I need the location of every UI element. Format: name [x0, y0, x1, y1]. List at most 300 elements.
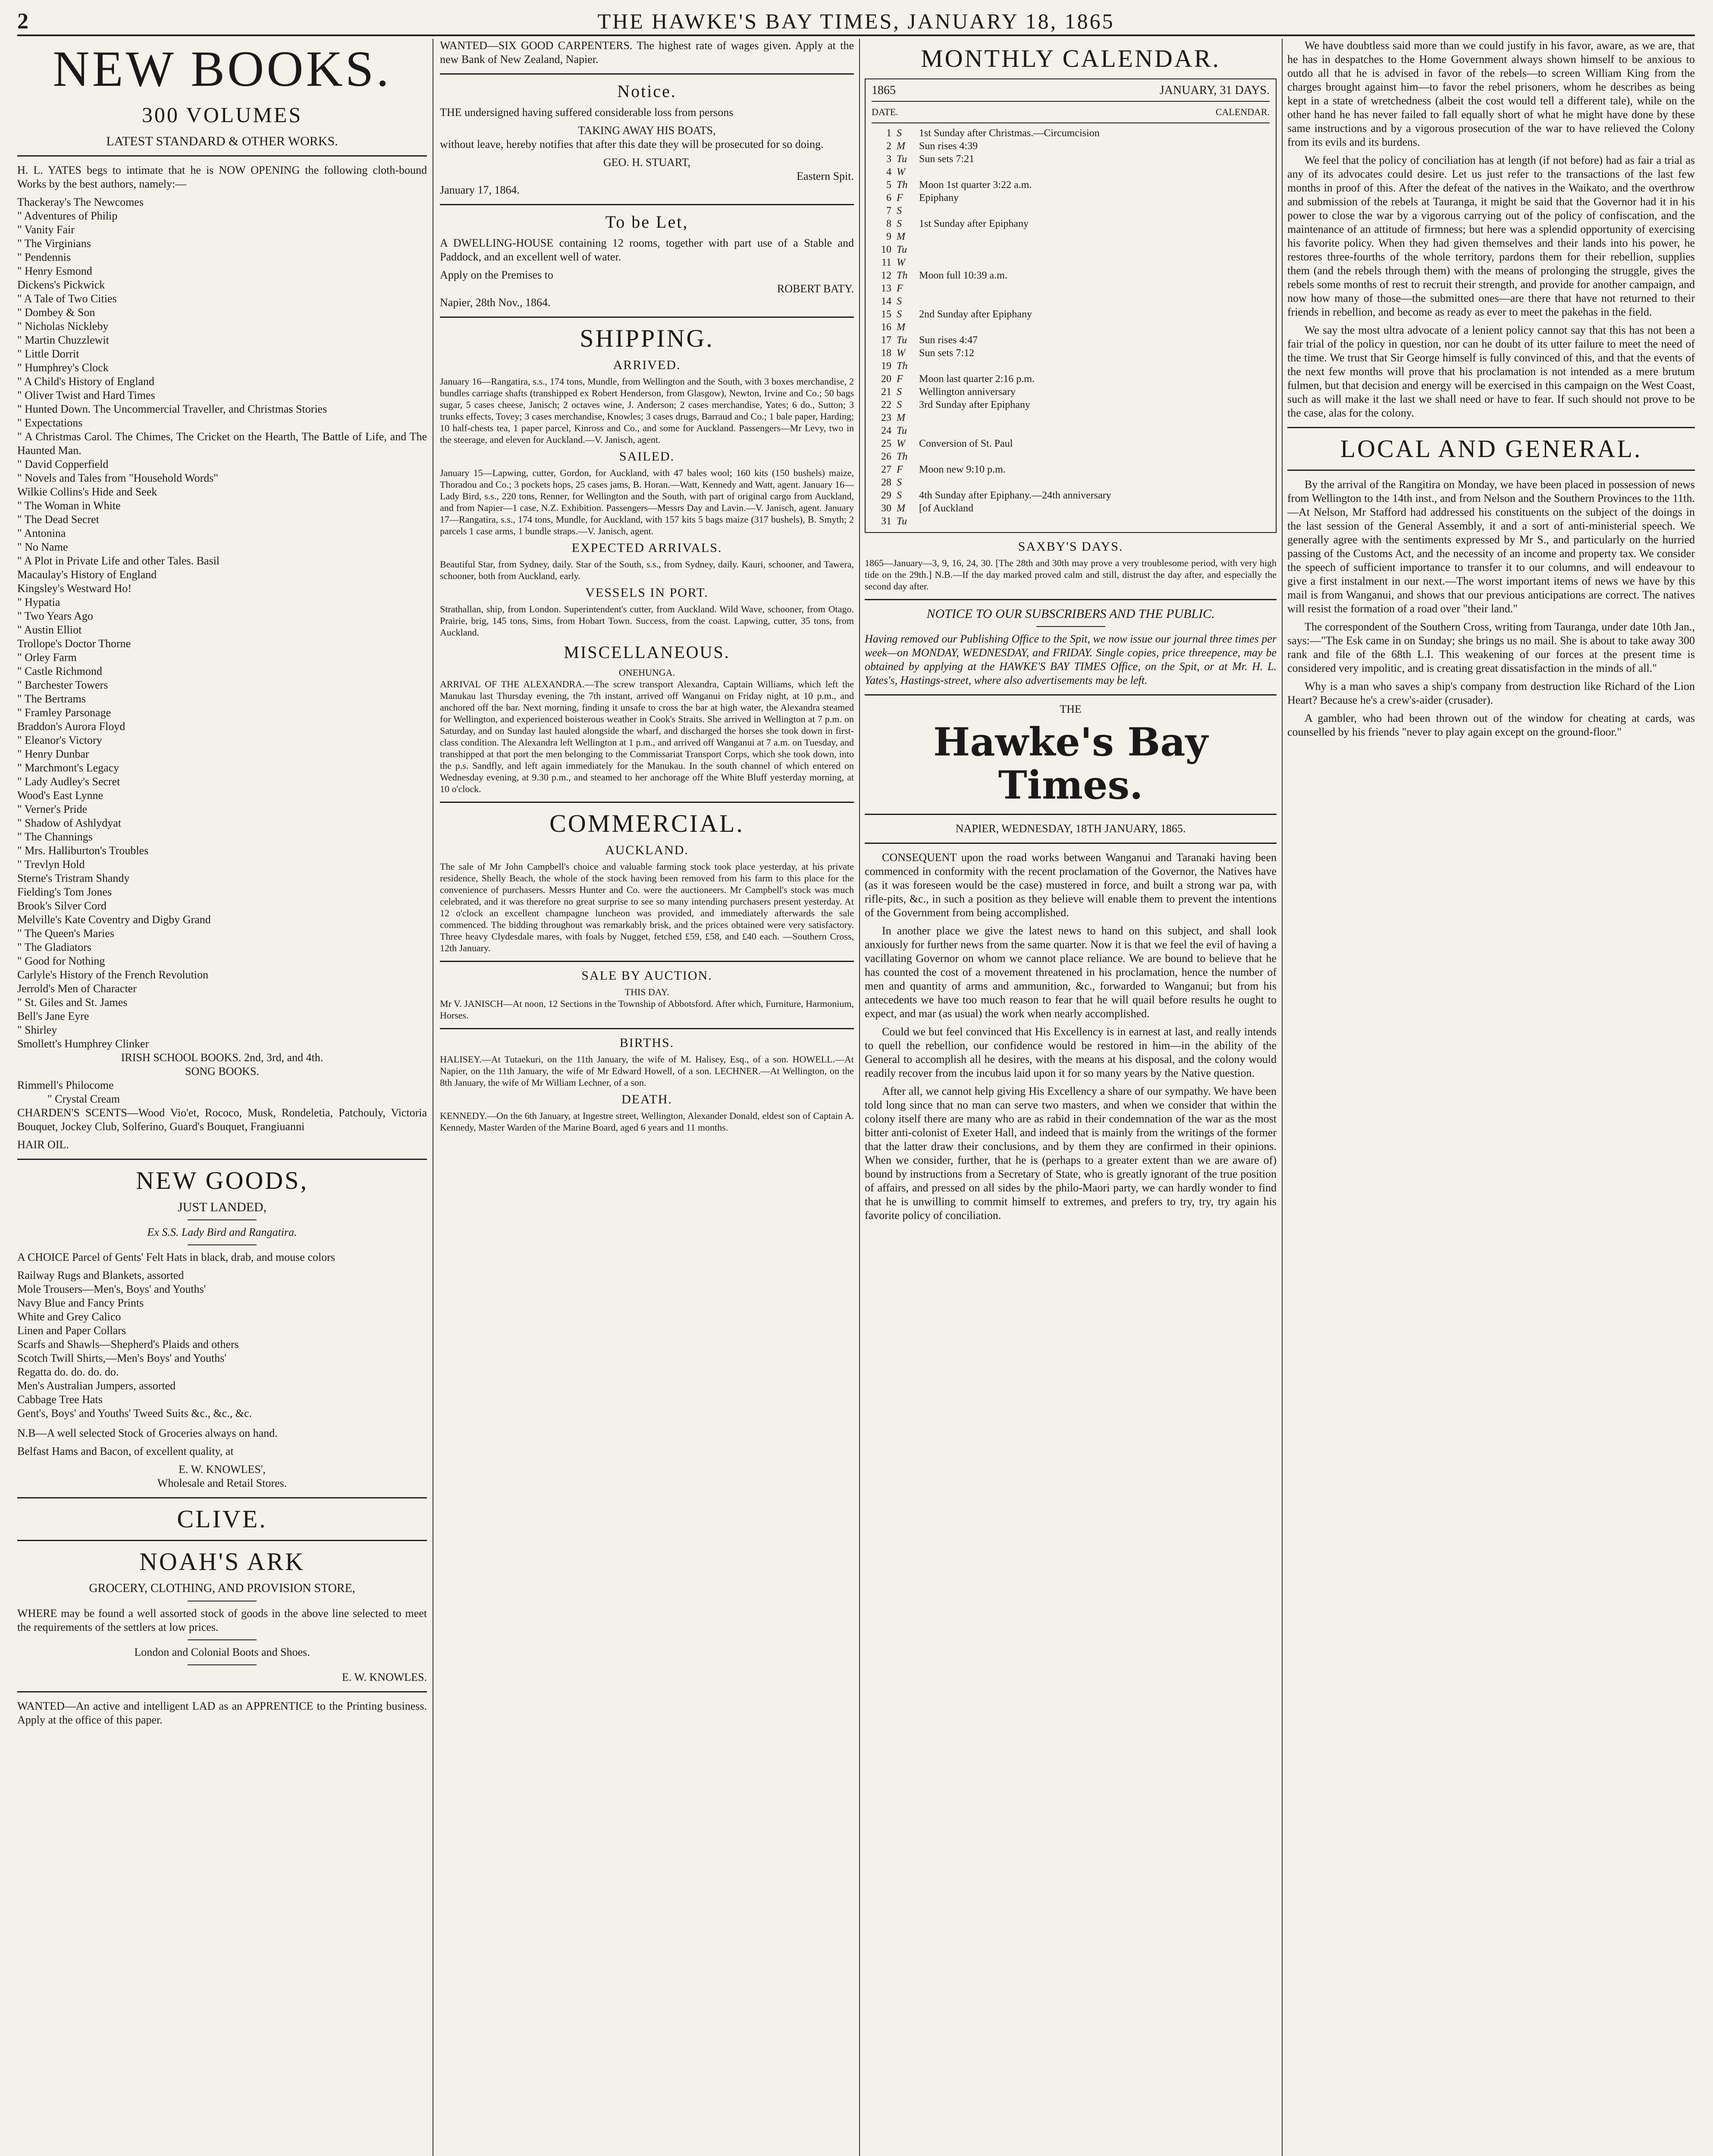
book-item: " Barchester Towers — [17, 679, 108, 691]
to-let-apply: Apply on the Premises to — [440, 269, 553, 281]
book-item: " Mrs. Halliburton's Troubles — [17, 844, 149, 857]
calendar-weekday: S — [897, 128, 902, 139]
rimmel-line: Rimmell's Philocome — [17, 1079, 114, 1091]
divider — [1287, 427, 1695, 428]
calendar-event — [916, 321, 1270, 334]
calendar-weekday: M — [897, 141, 905, 152]
calendar-day: 10 — [881, 244, 891, 255]
local-paragraph: Why is a man who saves a ship's company from destruction like Richard of the Lion Heart? Because he's a crew's-aider (crusader). — [1287, 680, 1695, 706]
book-item: " Good for Nothing — [17, 955, 105, 967]
calendar-event — [916, 282, 1270, 295]
to-let-text: A DWELLING-HOUSE containing 12 rooms, together with part use of a Stable and Paddock, and an excellent well of water. — [440, 237, 854, 263]
expected-heading: EXPECTED ARRIVALS. — [571, 541, 722, 555]
book-item: " St. Giles and St. James — [17, 996, 128, 1009]
divider — [188, 1244, 257, 1245]
belfast-hams: Belfast Hams and Bacon, of excellent quality, at — [17, 1445, 234, 1457]
book-item: " A Christmas Carol. The Chimes, The Cricket on the Hearth, The Battle of Life, and The Haunted Man. — [17, 430, 427, 457]
calendar-date-label: DATE. — [872, 107, 898, 117]
calendar-event: Moon last quarter 2:16 p.m. — [919, 373, 1035, 385]
calendar-row — [872, 127, 1270, 140]
local-news — [1287, 478, 1695, 739]
calendar-day: 24 — [881, 425, 891, 436]
book-item: Melville's Kate Coventry and Digby Grand — [17, 913, 211, 926]
calendar-weekday: W — [897, 348, 905, 359]
calendar-label: CALENDAR. — [1215, 107, 1270, 117]
book-item: " Austin Elliot — [17, 624, 82, 636]
book-item: " Shirley — [17, 1024, 57, 1036]
divider — [188, 1219, 257, 1220]
calendar-row — [872, 411, 1270, 424]
column-rule — [1282, 39, 1283, 2156]
calendar-day: 4 — [886, 166, 891, 178]
calendar-row — [872, 334, 1270, 347]
calendar-day: 1 — [886, 128, 891, 139]
notice-signature: GEO. H. STUART, — [603, 156, 691, 169]
calendar-weekday: Th — [897, 451, 908, 462]
calendar-day: 3 — [886, 154, 891, 165]
calendar-table — [872, 127, 1270, 528]
column-2 — [440, 39, 854, 1138]
goods-intro: A CHOICE Parcel of Gents' Felt Hats in black, drab, and mouse colors — [17, 1251, 335, 1263]
masthead: THE HAWKE'S BAY TIMES, JANUARY 18, 1865 — [597, 9, 1115, 33]
leading-article — [865, 851, 1277, 1222]
knowles-name: E. W. KNOWLES', — [179, 1463, 266, 1476]
calendar-weekday: M — [897, 412, 905, 423]
miscellaneous-text: ARRIVAL OF THE ALEXANDRA.—The screw transport Alexandra, Captain Williams, which left the Manukau last Thursday evening, the 7th instant, arrived off Wanganui on Friday night, at 10 p.m., and anchored off the bar. Next morning, finding it unsafe to cross the bar at high water, the Alexandra steamed for Wellington, and experienced boisterous weather in Cook's Straits. She arrived in Wellington at 7 p.m. on Saturday, and on Sunday last hauled alongside the wharf, and discharged the horses she took down in first-class condition. The Alexandra left Wellington at 1 p.m., and arrived off Wanganui at 7 a.m. on Tuesday, and transhipped at that port the men belonging to the Commissariat Transport Corps, which she took down, into the p.s. Sandfly, and left again immediately for the Manukau. In the south channel of which entered on Wednesday evening, at 9.30 p.m., and steamed to her anchorage off the White Bluff yesterday morning, at 10 o'clock. — [440, 679, 854, 794]
calendar-row — [872, 515, 1270, 528]
rimmel-line-2: " Crystal Cream — [47, 1093, 120, 1105]
onehunga-subheading: ONEHUNGA. — [618, 667, 675, 678]
column-rule — [859, 39, 860, 2156]
divider — [188, 1639, 257, 1640]
page-number: 2 — [17, 9, 28, 34]
book-item: Macaulay's History of England — [17, 568, 157, 581]
notice-text-2: without leave, hereby notifies that after this date they will be prosecuted for so doing. — [440, 138, 824, 150]
calendar-weekday: S — [897, 386, 902, 398]
notice-text: Having removed our Publishing Office to the Spit, we now issue our journal three times per week—on MONDAY, WEDNESDAY, and FRIDAY. Single copies, price threepence, may be obtained by applying at the HAWKE'S BAY TIMES Office, on the Spit, or at Mr. H. L. Yates's, Hastings-street, where also advertisements may be left. — [865, 633, 1277, 686]
calendar-day: 6 — [886, 192, 891, 204]
book-item: " Dombey & Son — [17, 306, 95, 319]
goods-item: Cabbage Tree Hats — [17, 1393, 103, 1406]
calendar-row — [872, 424, 1270, 437]
book-item: " Trevlyn Hold — [17, 858, 85, 871]
calendar-weekday: S — [897, 205, 902, 216]
calendar-event: [of Auckland — [919, 503, 973, 514]
calendar-weekday: Th — [897, 270, 908, 281]
calendar-weekday: M — [897, 322, 905, 333]
commercial-text: The sale of Mr John Campbell's choice and valuable farming stock took place yesterday, at his private residence, Shelly Beach, the whole of the stock having been removed from his farm to this place for the convenience of purchasers. Messrs Hunter and Co. were the auctioneers. Mr Campbell's stock was much celebrated, and it was therefore no great surprise to see so many intending purchasers present yesterday. At 12 o'clock an excellent champagne luncheon was provided, and immediately afterwards the sale commenced. The bidding throughout was remarkably brisk, and the prices obtained were very satisfactory. Three heavy Clydesdale mares, with foals by Nugget, fetched £59, £58, and £40 each. —Southern Cross, 12th January. — [440, 861, 854, 953]
calendar-day: 14 — [881, 296, 891, 307]
calendar-weekday: Tu — [897, 244, 907, 255]
book-item: " Castle Richmond — [17, 665, 102, 677]
calendar-event: 1st Sunday after Christmas.—Circumcision — [919, 128, 1100, 139]
calendar-day: 30 — [881, 503, 891, 514]
calendar-row — [872, 321, 1270, 334]
calendar-day: 22 — [881, 399, 891, 411]
divider — [17, 155, 427, 157]
title-the: THE — [1060, 703, 1082, 715]
notice-title: Notice. — [617, 81, 677, 101]
leading-article-continued — [1287, 39, 1695, 420]
auckland-subheading: AUCKLAND. — [605, 843, 689, 857]
divider — [17, 1159, 427, 1160]
calendar-event — [916, 243, 1270, 256]
calendar-day: 19 — [881, 360, 891, 372]
calendar-weekday: Tu — [897, 154, 907, 165]
book-item: Fielding's Tom Jones — [17, 886, 112, 898]
calendar-day: 16 — [881, 322, 891, 333]
book-item: " Orley Farm — [17, 651, 77, 664]
calendar-event — [916, 450, 1270, 463]
book-item: " Verner's Pride — [17, 803, 88, 815]
calendar-year: 1865 — [872, 84, 896, 97]
commercial-heading: COMMERCIAL. — [549, 809, 744, 837]
calendar-weekday: S — [897, 309, 902, 320]
sale-heading: SALE BY AUCTION. — [581, 968, 712, 983]
calendar-row — [872, 153, 1270, 166]
irish-school-books: IRISH SCHOOL BOOKS. 2nd, 3rd, and 4th. — [121, 1051, 323, 1064]
goods-item: Linen and Paper Collars — [17, 1324, 126, 1337]
book-item: " Nicholas Nickleby — [17, 320, 109, 332]
calendar-day: 25 — [881, 438, 891, 449]
notice-text: THE undersigned having suffered considerable loss from persons — [440, 106, 734, 119]
book-item: " The Virginians — [17, 237, 91, 250]
divider — [17, 1497, 427, 1498]
calendar-event: Conversion of St. Paul — [919, 438, 1013, 449]
saxby-heading: SAXBY'S DAYS. — [1018, 539, 1123, 554]
to-let-date: Napier, 28th Nov., 1864. — [440, 296, 551, 309]
divider — [1287, 470, 1695, 471]
divider — [865, 814, 1277, 815]
book-item: " Henry Esmond — [17, 265, 92, 277]
local-paragraph: The correspondent of the Southern Cross, writing from Tauranga, under date 10th Jan., says:—"The Esk came in on Sunday; she brings us no mail. She is about to take away 300 rank and file of the 68th L.I. This weakening of our forces at the present time is considered very impolitic, and is creating great dissatisfaction in the minds of all." — [1287, 620, 1695, 674]
calendar-event — [916, 204, 1270, 217]
book-item: Wood's East Lynne — [17, 789, 104, 802]
book-item: " Adventures of Philip — [17, 210, 118, 222]
calendar-row — [872, 269, 1270, 282]
calendar-event: Moon full 10:39 a.m. — [919, 270, 1007, 281]
noahs-ark-text: WHERE may be found a well assorted stock of goods in the above line selected to meet the requirements of the settlers at low prices. — [17, 1607, 427, 1633]
calendar-day: 20 — [881, 373, 891, 385]
calendar-day: 9 — [886, 231, 891, 242]
calendar-row — [872, 140, 1270, 153]
calendar-weekday: S — [897, 399, 902, 411]
calendar-day: 2 — [886, 141, 891, 152]
calendar-weekday: Th — [897, 179, 908, 191]
book-item: " No Name — [17, 541, 68, 553]
calendar-day: 11 — [881, 257, 891, 268]
knowles-stores: Wholesale and Retail Stores. — [157, 1477, 287, 1489]
calendar-row — [872, 256, 1270, 269]
calendar-weekday: W — [897, 438, 905, 449]
calendar-event: 2nd Sunday after Epiphany — [919, 309, 1032, 320]
book-item: " Henry Dunbar — [17, 748, 89, 760]
calendar-row — [872, 243, 1270, 256]
to-let-title: To be Let, — [605, 212, 689, 232]
article-paragraph: We feel that the policy of conciliation has at length (if not before) had as fair a trial as any of its advocates could desire. Let us just refer to the transactions of the last few months in proof of this. After the defeat of the natives in the Waikato, and the overthrow and submission of the rebels at Tauranga, it might be said that the Governor had it in his power to close the war by a vigorous carrying out of the policy of confiscation, and the maintenance of an attitude of firmness; but here was a splendid opportunity of exercising his favorite policy. When they had given themselves and their lands into his power, he restores three-fourths of the whole territory, pardons them for their rebellion, supplies them (and the rebels through them) with the means of prolonging the struggle, gives the rebels some months of rest to recruit their strength, and provide for another campaign, and now how many of those—the submitted ones—are there that have not returned to their friends in rebellion, and become as ready as ever to meet the pakehas in the field. — [1287, 154, 1695, 318]
calendar-row — [872, 295, 1270, 308]
divider — [440, 1028, 854, 1029]
column-3 — [865, 39, 1277, 1227]
book-item: " Two Years Ago — [17, 610, 93, 622]
calendar-event — [916, 424, 1270, 437]
births-heading: BIRTHS. — [619, 1036, 675, 1050]
calendar-weekday: F — [897, 192, 903, 204]
calendar-header — [872, 84, 1270, 102]
local-paragraph: A gambler, who had been thrown out of the window for cheating at cards, was counselled by his friends "never to play again except on the ground-floor." — [1287, 712, 1695, 738]
calendar-row — [872, 373, 1270, 385]
noahs-ark-signature: E. W. KNOWLES. — [342, 1671, 427, 1683]
calendar-row — [872, 282, 1270, 295]
calendar-row — [872, 204, 1270, 217]
volumes-subtitle: 300 VOLUMES — [141, 103, 303, 127]
book-item: " Little Dorrit — [17, 348, 79, 360]
calendar-row — [872, 489, 1270, 502]
calendar-event: Sun sets 7:12 — [919, 348, 975, 359]
divider — [865, 599, 1277, 600]
calendar-event: Wellington anniversary — [919, 386, 1016, 398]
calendar-row — [872, 450, 1270, 463]
calendar-event — [916, 295, 1270, 308]
goods-ex: Ex S.S. Lady Bird and Rangatira. — [147, 1226, 297, 1238]
notice-caps: TAKING AWAY HIS BOATS, — [578, 124, 716, 137]
calendar-day: 27 — [881, 464, 891, 475]
local-paragraph: By the arrival of the Rangitira on Monday, we have been placed in possession of news from Wellington to the 14th inst., and from Nelson and the Southern Provinces to the 11th.—At Nelson, Mr Stafford had addressed his constituents on the subject of the doings in the last session of the General Assembly, it and a sort of anti-ministerial speech. We generally agree with the sentiments expressed by Mr S., and particularly on the hurried passing of the Customs Act, and the necessity of an income and property tax. We consider the speech of sufficient importance to transfer it to our columns, and will endeavour to give a first instalment in our next.—The worst important items of news we have by this mail is from Wanganui, and shows that our previous anticipations are correct. The natives will resist the formation of a road over "their land." — [1287, 478, 1695, 615]
song-books: SONG BOOKS. — [185, 1065, 259, 1078]
calendar-day: 29 — [881, 490, 891, 501]
calendar-day: 28 — [881, 477, 891, 488]
divider — [440, 961, 854, 962]
book-item: " The Woman in White — [17, 499, 121, 512]
divider — [440, 204, 854, 205]
book-item: " Hypatia — [17, 596, 60, 608]
book-item: " Antonina — [17, 527, 66, 539]
book-item: Wilkie Collins's Hide and Seek — [17, 486, 157, 498]
calendar-event: 4th Sunday after Epiphany.—24th anniversary — [919, 490, 1111, 501]
calendar-event — [916, 166, 1270, 179]
new-goods-title: NEW GOODS, — [136, 1166, 308, 1194]
column-1 — [17, 39, 427, 1731]
wanted-lad-ad: WANTED—An active and intelligent LAD as an APPRENTICE to the Printing business. Apply at the office of this paper. — [17, 1700, 427, 1726]
vessels-text: Strathallan, ship, from London. Superintendent's cutter, from Auckland. Wild Wave, schooner, from Otago. Prairie, brig, 145 tons, Sims, from Hobart Town. Success, from the coast. Lapwing, cutter, 35 tons, from Auckland. — [440, 604, 854, 638]
divider — [440, 317, 854, 318]
calendar-weekday: M — [897, 231, 905, 242]
calendar-row — [872, 502, 1270, 515]
just-landed: JUST LANDED, — [177, 1200, 267, 1214]
calendar-weekday: W — [897, 257, 905, 268]
calendar-day: 21 — [881, 386, 891, 398]
divider — [17, 1691, 427, 1692]
shipping-title: SHIPPING. — [580, 324, 714, 352]
book-item: " A Child's History of England — [17, 375, 154, 388]
goods-item: Mole Trousers—Men's, Boys' and Youths' — [17, 1283, 206, 1295]
calendar-event: 3rd Sunday after Epiphany — [919, 399, 1030, 411]
book-item: " The Dead Secret — [17, 513, 99, 526]
calendar-event: 1st Sunday after Epiphany — [919, 218, 1029, 229]
calendar-day: 15 — [881, 309, 891, 320]
calendar-row — [872, 360, 1270, 373]
calendar-weekday: Tu — [897, 516, 907, 527]
calendar-event — [916, 256, 1270, 269]
goods-item: Navy Blue and Fancy Prints — [17, 1297, 144, 1309]
to-let-signature: ROBERT BATY. — [777, 282, 854, 295]
calendar-event: Sun sets 7:21 — [919, 154, 975, 165]
calendar-day: 18 — [881, 348, 891, 359]
calendar-event: Epiphany — [919, 192, 959, 204]
article-paragraph: CONSEQUENT upon the road works between Wanganui and Taranaki having been commenced in conformity with the recent proclamation of the Governor, the Natives have (as it was foreseen would be the case) mustered in force, and built a strong war pa, with rifle-pits, &c., in such a position as they believe will enable them to prevent the intentions of the Government from being accomplished. — [865, 851, 1277, 919]
book-item: " Marchmont's Legacy — [17, 761, 119, 774]
calendar-weekday: F — [897, 373, 903, 385]
book-item: Braddon's Aurora Floyd — [17, 720, 125, 733]
calendar-event: Moon 1st quarter 3:22 a.m. — [919, 179, 1032, 191]
book-item: Carlyle's History of the French Revolution — [17, 968, 209, 981]
calendar-event — [916, 515, 1270, 528]
calendar-weekday: Th — [897, 360, 908, 372]
wanted-carpenters-ad: WANTED—SIX GOOD CARPENTERS. The highest rate of wages given. Apply at the new Bank of New Zealand, Napier. — [440, 39, 854, 66]
divider — [440, 73, 854, 75]
book-item: Smollett's Humphrey Clinker — [17, 1037, 149, 1050]
calendar-weekday: S — [897, 296, 902, 307]
sailed-heading: SAILED. — [619, 449, 675, 464]
calendar-event — [916, 230, 1270, 243]
book-item: Sterne's Tristram Shandy — [17, 872, 130, 884]
calendar-row — [872, 166, 1270, 179]
calendar-weekday: M — [897, 503, 905, 514]
book-item: " Expectations — [17, 417, 83, 429]
calendar-row — [872, 230, 1270, 243]
calendar-row — [872, 308, 1270, 321]
book-item: " Eleanor's Victory — [17, 734, 102, 746]
local-general-heading: LOCAL AND GENERAL. — [1340, 435, 1642, 463]
noahs-ark-subtitle: GROCERY, CLOTHING, AND PROVISION STORE, — [89, 1582, 355, 1595]
calendar-weekday: S — [897, 218, 902, 229]
book-item: Thackeray's The Newcomes — [17, 196, 144, 208]
calendar-day: 31 — [881, 516, 891, 527]
calendar-event — [916, 360, 1270, 373]
book-item: " A Tale of Two Cities — [17, 292, 117, 305]
article-paragraph: We say the most ultra advocate of a lenient policy cannot say that this has not been a fair trial of the policy in question, nor can he doubt of its utter failure to meet the need of the time. We trust that Sir George himself is fully convinced of this, and that the events of the next few months will prove that his proclamation is not intended as a mere brutum fulmen, but that decision and energy will be exercised in this campaign on the West Coast, such as will make it the last we shall need or have to fear. If such should not prove to be the case, alas for the colony. — [1287, 324, 1695, 419]
book-item: " Shadow of Ashlydyat — [17, 817, 121, 829]
column-4 — [1287, 39, 1695, 743]
goods-item: Regatta do. do. do. do. — [17, 1366, 119, 1378]
book-item: " Hunted Down. The Uncommercial Traveller, and Christmas Stories — [17, 403, 327, 415]
book-list — [17, 195, 427, 1051]
calendar-weekday: S — [897, 477, 902, 488]
calendar-day: 26 — [881, 451, 891, 462]
births-text: HALISEY.—At Tutaekuri, on the 11th January, the wife of M. Halisey, Esq., of a son. HOWELL.—At Napier, on the 11th January, the wife of Mr Edward Howell, of a son. LECHNER.—At Wellington, on the 8th January, the wife of Mr William Lechner, of a son. — [440, 1054, 854, 1088]
goods-item: Scarfs and Shawls—Shepherd's Plaids and others — [17, 1338, 239, 1351]
calendar-day: 12 — [881, 270, 891, 281]
charden-scents: CHARDEN'S SCENTS—Wood Vio'et, Rococo, Musk, Rondeletia, Patchouly, Victoria Bouquet, Jockey Club, Solferino, Guard's Bouquet, Frangiuanni — [17, 1106, 427, 1133]
books-intro: H. L. YATES begs to intimate that he is NOW OPENING the following cloth-bound Works by the best authors, namely:— — [17, 164, 427, 190]
sailed-text: January 15—Lapwing, cutter, Gordon, for Auckland, with 47 bales wool; 160 kits (150 bushels) maize, Thoradou and Co.; 3 pockets hops, 25 cases jams, B. Horan.—Watt, Kennedy and Watt, agent. January 16—Lady Bird, s.s., 220 tons, Renner, for Wellington and the South, with part of original cargo from Auckland, and from Napier—1 case, N.Z. Exhibition. Passengers—Messrs Day and Lavin.—V. Janisch, agent. January 17—Rangatira, s.s., 174 tons, Mundle, for Auckland, with 157 kits 5 bags maize (317 bushels), B. Smyth; 2 parcels 1 case arms, 1 bundle straps.—V. Janisch, agent. — [440, 467, 854, 536]
calendar-row — [872, 191, 1270, 204]
vessels-heading: VESSELS IN PORT. — [585, 586, 709, 600]
calendar-day: 23 — [881, 412, 891, 423]
calendar-day: 5 — [886, 179, 891, 191]
book-item: " Humphrey's Clock — [17, 361, 109, 374]
article-paragraph: Could we but feel convinced that His Excellency is in earnest at last, and really intends to quell the rebellion, our confidence would be restored in him—in the ability of the General to accomplish all he desires, with the means at his disposal, and the colony would readily recover from the incubus laid upon it for so many years by the Native question. — [865, 1025, 1277, 1079]
calendar-title: MONTHLY CALENDAR. — [921, 44, 1220, 72]
sale-text: Mr V. JANISCH—At noon, 12 Sections in the Township of Abbotsford. After which, Furniture, Harmonium, Horses. — [440, 998, 854, 1021]
goods-item: Men's Australian Jumpers, assorted — [17, 1379, 176, 1392]
divider — [865, 694, 1277, 696]
calendar-columns — [872, 105, 1270, 123]
article-paragraph: We have doubtless said more than we could justify in his favor, aware, as we are, that he has in despatches to the Home Government always shown himself to be anxious to outdo all that he is advised in favor of the rebels—to screen William King from the charges brought against him—to favor the rebel prisoners, whom he describes as being kept in a state of wretchedness (albeit the cost would tell a different tale), while on the other hand he has never failed to fall equally short of what he might have done by these same instructions and by a vigorous prosecution of the war to have relieved the Colony from its evils and its burdens. — [1287, 39, 1695, 148]
book-item: " The Gladiators — [17, 941, 91, 953]
newspaper-title: Hawke's Bay Times. — [933, 719, 1208, 808]
article-paragraph: After all, we cannot help giving His Excellency a share of our sympathy. We have been told long since that no man can serve two masters, and when we consider that within the colony itself there are many who are as rabid in their condemnation of the war as the most bitter anti-colonist of Exeter Hall, and indeed that is mainly from the writings of the former that the latter draw their conclusions, and by them they are confirmed in their opinions. When we consider, further, that he is (perhaps to a greater extent than we are aware of) bound by instructions from a Secretary of State, who is greatly ignorant of the true position of affairs, and pressed on all sides by the philo-Maori party, we can hardly wonder to find that he is unwilling to commit himself to extremes, and prefers to try, try, try again his favorite policy of conciliation. — [865, 1085, 1277, 1222]
calendar-event — [916, 411, 1270, 424]
calendar-weekday: S — [897, 490, 902, 501]
divider — [17, 1540, 427, 1541]
page-header — [17, 9, 1695, 36]
calendar-row — [872, 347, 1270, 360]
book-item: " A Plot in Private Life and other Tales. Basil — [17, 555, 220, 567]
calendar-day: 17 — [881, 335, 891, 346]
arrived-text: January 16—Rangatira, s.s., 174 tons, Mundle, from Wellington and the South, with 3 boxes merchandise, 2 bundles carriage shafts (transhipped ex Robert Henderson, from Glasgow), Newton, Irvine and Co.; 50 bags sugar, 5 cases cheese, Janisch; 2 octaves wine, J. Anderson; 2 cases merchandise, Yates; 6 do., Sutton; 3 trunks effects, Tovey; 3 cases merchandise, Knowles; 3 cases drugs, Barraud and Co.; 1 bale paper, Harding; 10 half-chests tea, 1 paper parcel, Kinross and Co., and some for Auckland. Passengers—Mr Levy, two in the steerage, and eleven for Auckland.—V. Janisch, agent. — [440, 376, 854, 445]
calendar-box — [865, 78, 1277, 533]
calendar-day: 13 — [881, 283, 891, 294]
calendar-weekday: Tu — [897, 335, 907, 346]
groceries-note: N.B—A well selected Stock of Groceries always on hand. — [17, 1427, 278, 1439]
book-item: " Pendennis — [17, 251, 71, 263]
book-item: " David Copperfield — [17, 458, 109, 470]
divider — [1036, 626, 1105, 627]
book-item: " The Bertrams — [17, 693, 86, 705]
divider — [440, 802, 854, 803]
book-item: " The Channings — [17, 830, 93, 843]
calendar-event: Sun rises 4:47 — [919, 335, 978, 346]
sale-day: THIS DAY. — [624, 987, 669, 997]
notice-date: January 17, 1864. — [440, 184, 520, 196]
clive-title: CLIVE. — [177, 1505, 267, 1533]
miscellaneous-heading: MISCELLANEOUS. — [564, 642, 730, 662]
calendar-weekday: W — [897, 166, 905, 178]
goods-list — [17, 1269, 427, 1420]
goods-item: Gent's, Boys' and Youths' Tweed Suits &c., &c., &c. — [17, 1407, 252, 1420]
calendar-month: JANUARY, 31 DAYS. — [1159, 84, 1270, 97]
calendar-row — [872, 398, 1270, 411]
calendar-row — [872, 217, 1270, 230]
calendar-day: 7 — [886, 205, 891, 216]
book-item: Trollope's Doctor Thorne — [17, 637, 131, 650]
notice-heading: NOTICE TO OUR SUBSCRIBERS AND THE PUBLIC. — [926, 607, 1215, 621]
goods-item: Railway Rugs and Blankets, assorted — [17, 1269, 184, 1282]
divider — [865, 843, 1277, 844]
calendar-row — [872, 463, 1270, 476]
book-item: Dickens's Pickwick — [17, 279, 105, 291]
book-item: " Novels and Tales from "Household Words" — [17, 472, 219, 484]
calendar-day: 8 — [886, 218, 891, 229]
book-item: Kingsley's Westward Ho! — [17, 582, 132, 595]
calendar-row — [872, 385, 1270, 398]
article-paragraph: In another place we give the latest news to hand on this subject, and shall look anxiously for further news from the same quarter. Now it is that we feel the evil of having a vacillating Governor on whom we cannot place reliance. We are bound to believe that he has counted the cost of a movement threatened in his proclamation, hence the number of men and quantity of arms and ammunition, &c., forwarded to Wanganui; but from his antecedents we have too much reason to fear that he will quail before results he ought to expect, and mar (as usual) the work when nearly accomplished. — [865, 924, 1277, 1020]
notice-place: Eastern Spit. — [797, 170, 854, 182]
goods-item: Scotch Twill Shirts,—Men's Boys' and Youths' — [17, 1352, 226, 1364]
calendar-weekday: Tu — [897, 425, 907, 436]
book-item: Jerrold's Men of Character — [17, 982, 137, 995]
calendar-weekday: F — [897, 283, 903, 294]
book-item: " Oliver Twist and Hard Times — [17, 389, 155, 401]
goods-item: White and Grey Calico — [17, 1310, 121, 1323]
calendar-event: Sun rises 4:39 — [919, 141, 978, 152]
works-subtitle: LATEST STANDARD & OTHER WORKS. — [106, 134, 338, 148]
calendar-row — [872, 476, 1270, 489]
book-item: " Vanity Fair — [17, 223, 75, 236]
calendar-weekday: F — [897, 464, 903, 475]
expected-text: Beautiful Star, from Sydney, daily. Star of the South, s.s., from Sydney, daily. Kauri, schooner, and Tawera, schooner, both from Auckland, early. — [440, 559, 854, 581]
